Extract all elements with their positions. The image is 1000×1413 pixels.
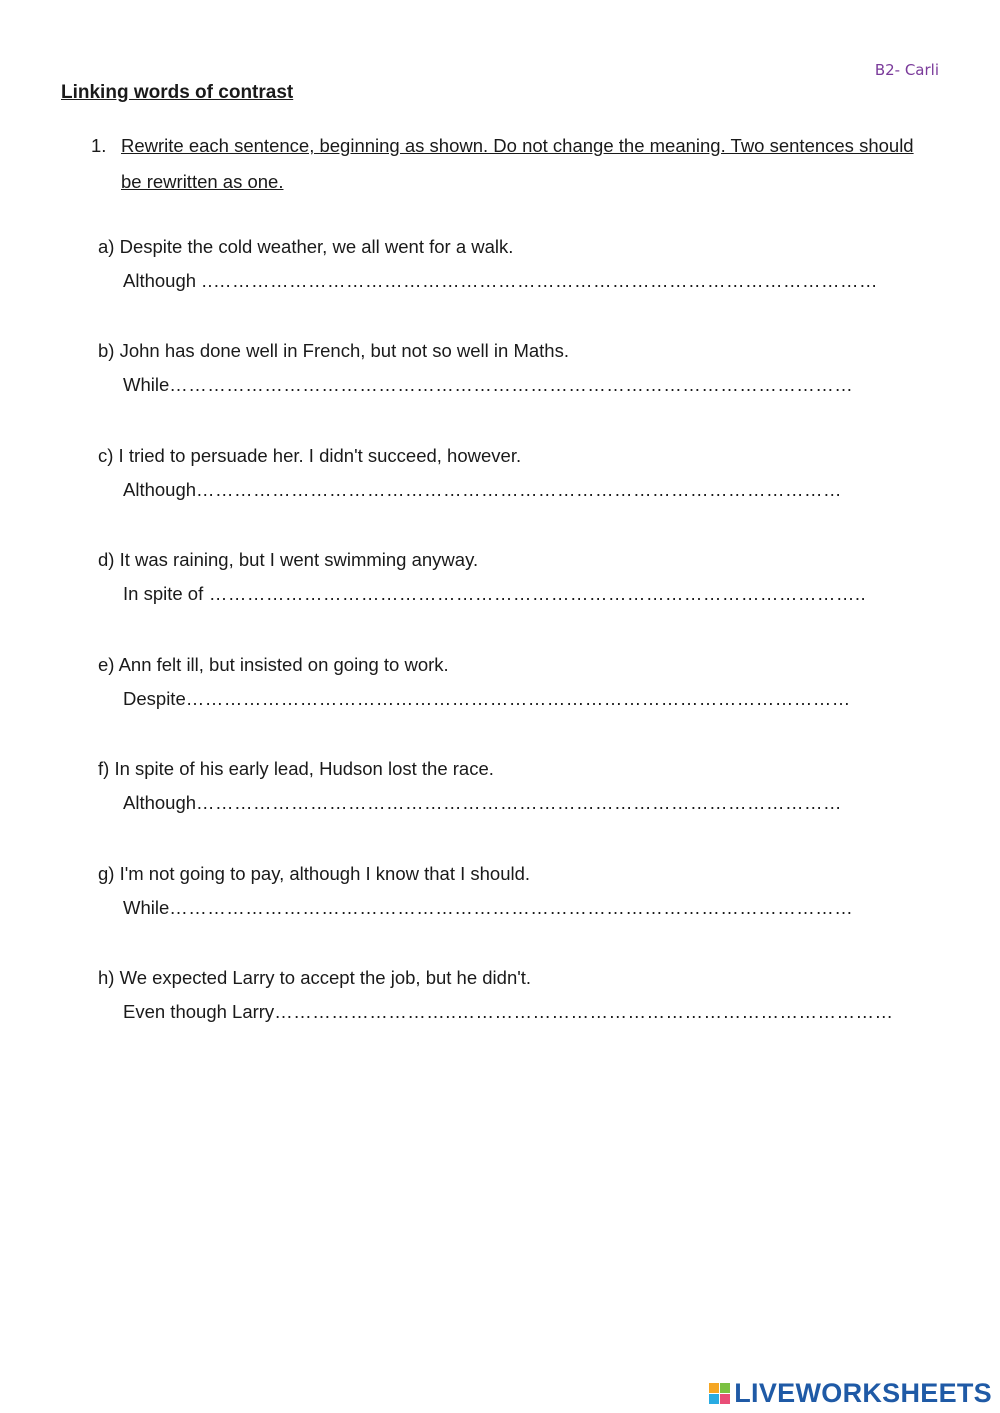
- logo-square: [720, 1383, 730, 1393]
- answer-start: Although: [123, 270, 197, 291]
- logo-square: [709, 1383, 719, 1393]
- instruction-number: 1.: [91, 135, 107, 156]
- exercise-b: [98, 334, 853, 402]
- liveworksheets-logo-icon: [709, 1383, 730, 1404]
- level-label: B2- Carli: [874, 61, 939, 79]
- exercise-prompt: g) I'm not going to pay, although I know that I should.: [98, 863, 531, 884]
- exercise-d: [98, 543, 866, 611]
- logo-square: [709, 1394, 719, 1404]
- exercise-g: [98, 857, 853, 925]
- answer-start: Even though Larry: [123, 1001, 275, 1022]
- answer-line[interactable]: [123, 995, 893, 1029]
- answer-dots: ..……………………………………………………………………………………………: [196, 270, 878, 291]
- exercise-prompt: e) Ann felt ill, but insisted on going to work.: [98, 654, 449, 675]
- answer-dots: ……………………………………………………………………………………………: [185, 688, 851, 709]
- answer-start: Despite: [123, 688, 186, 709]
- exercise-prompt: f) In spite of his early lead, Hudson lost the race.: [98, 758, 494, 779]
- answer-dots: …………………………………………………………………………………………: [196, 792, 843, 813]
- logo-square: [720, 1394, 730, 1404]
- brand-name: LIVEWORKSHEETS: [734, 1378, 992, 1408]
- exercise-f: [98, 752, 842, 820]
- answer-start: Although: [123, 792, 197, 813]
- answer-dots: …………………………………………………………………………………………: [196, 479, 843, 500]
- answer-dots: ………………………..……………………………………………………………: [274, 1001, 894, 1022]
- exercise-c: [98, 439, 842, 507]
- answer-start: While: [123, 374, 170, 395]
- answer-line[interactable]: [123, 891, 853, 925]
- answer-start: While: [123, 897, 170, 918]
- answer-line[interactable]: [123, 682, 851, 716]
- exercise-prompt: d) It was raining, but I went swimming anyway.: [98, 549, 479, 570]
- answer-start: Although: [123, 479, 197, 500]
- instruction: [91, 128, 931, 200]
- answer-dots: ………………………………………………………………………………………………: [169, 374, 854, 395]
- exercise-prompt: h) We expected Larry to accept the job, but he didn't.: [98, 967, 532, 988]
- answer-dots: ………………………………………………………………………………………………: [169, 897, 854, 918]
- answer-line[interactable]: [123, 264, 878, 298]
- answer-dots: …………………………………………………………………………………………..: [203, 583, 867, 604]
- exercise-prompt: c) I tried to persuade her. I didn't succeed, however.: [98, 445, 522, 466]
- instruction-text: Rewrite each sentence, beginning as shown. Do not change the meaning. Two sentences should be rewritten as one.: [121, 135, 914, 192]
- page-title: Linking words of contrast: [61, 82, 294, 103]
- exercise-prompt: b) John has done well in French, but not so well in Maths.: [98, 340, 569, 361]
- exercise-a: [98, 230, 878, 298]
- answer-line[interactable]: [123, 473, 842, 507]
- answer-line[interactable]: [123, 368, 853, 402]
- exercise-prompt: a) Despite the cold weather, we all went for a walk.: [98, 236, 514, 257]
- answer-start: In spite of: [123, 583, 204, 604]
- exercise-e: [98, 648, 851, 716]
- answer-line[interactable]: [123, 577, 866, 611]
- exercise-h: [98, 961, 893, 1029]
- liveworksheets-brand[interactable]: [709, 1378, 992, 1409]
- answer-line[interactable]: [123, 786, 842, 820]
